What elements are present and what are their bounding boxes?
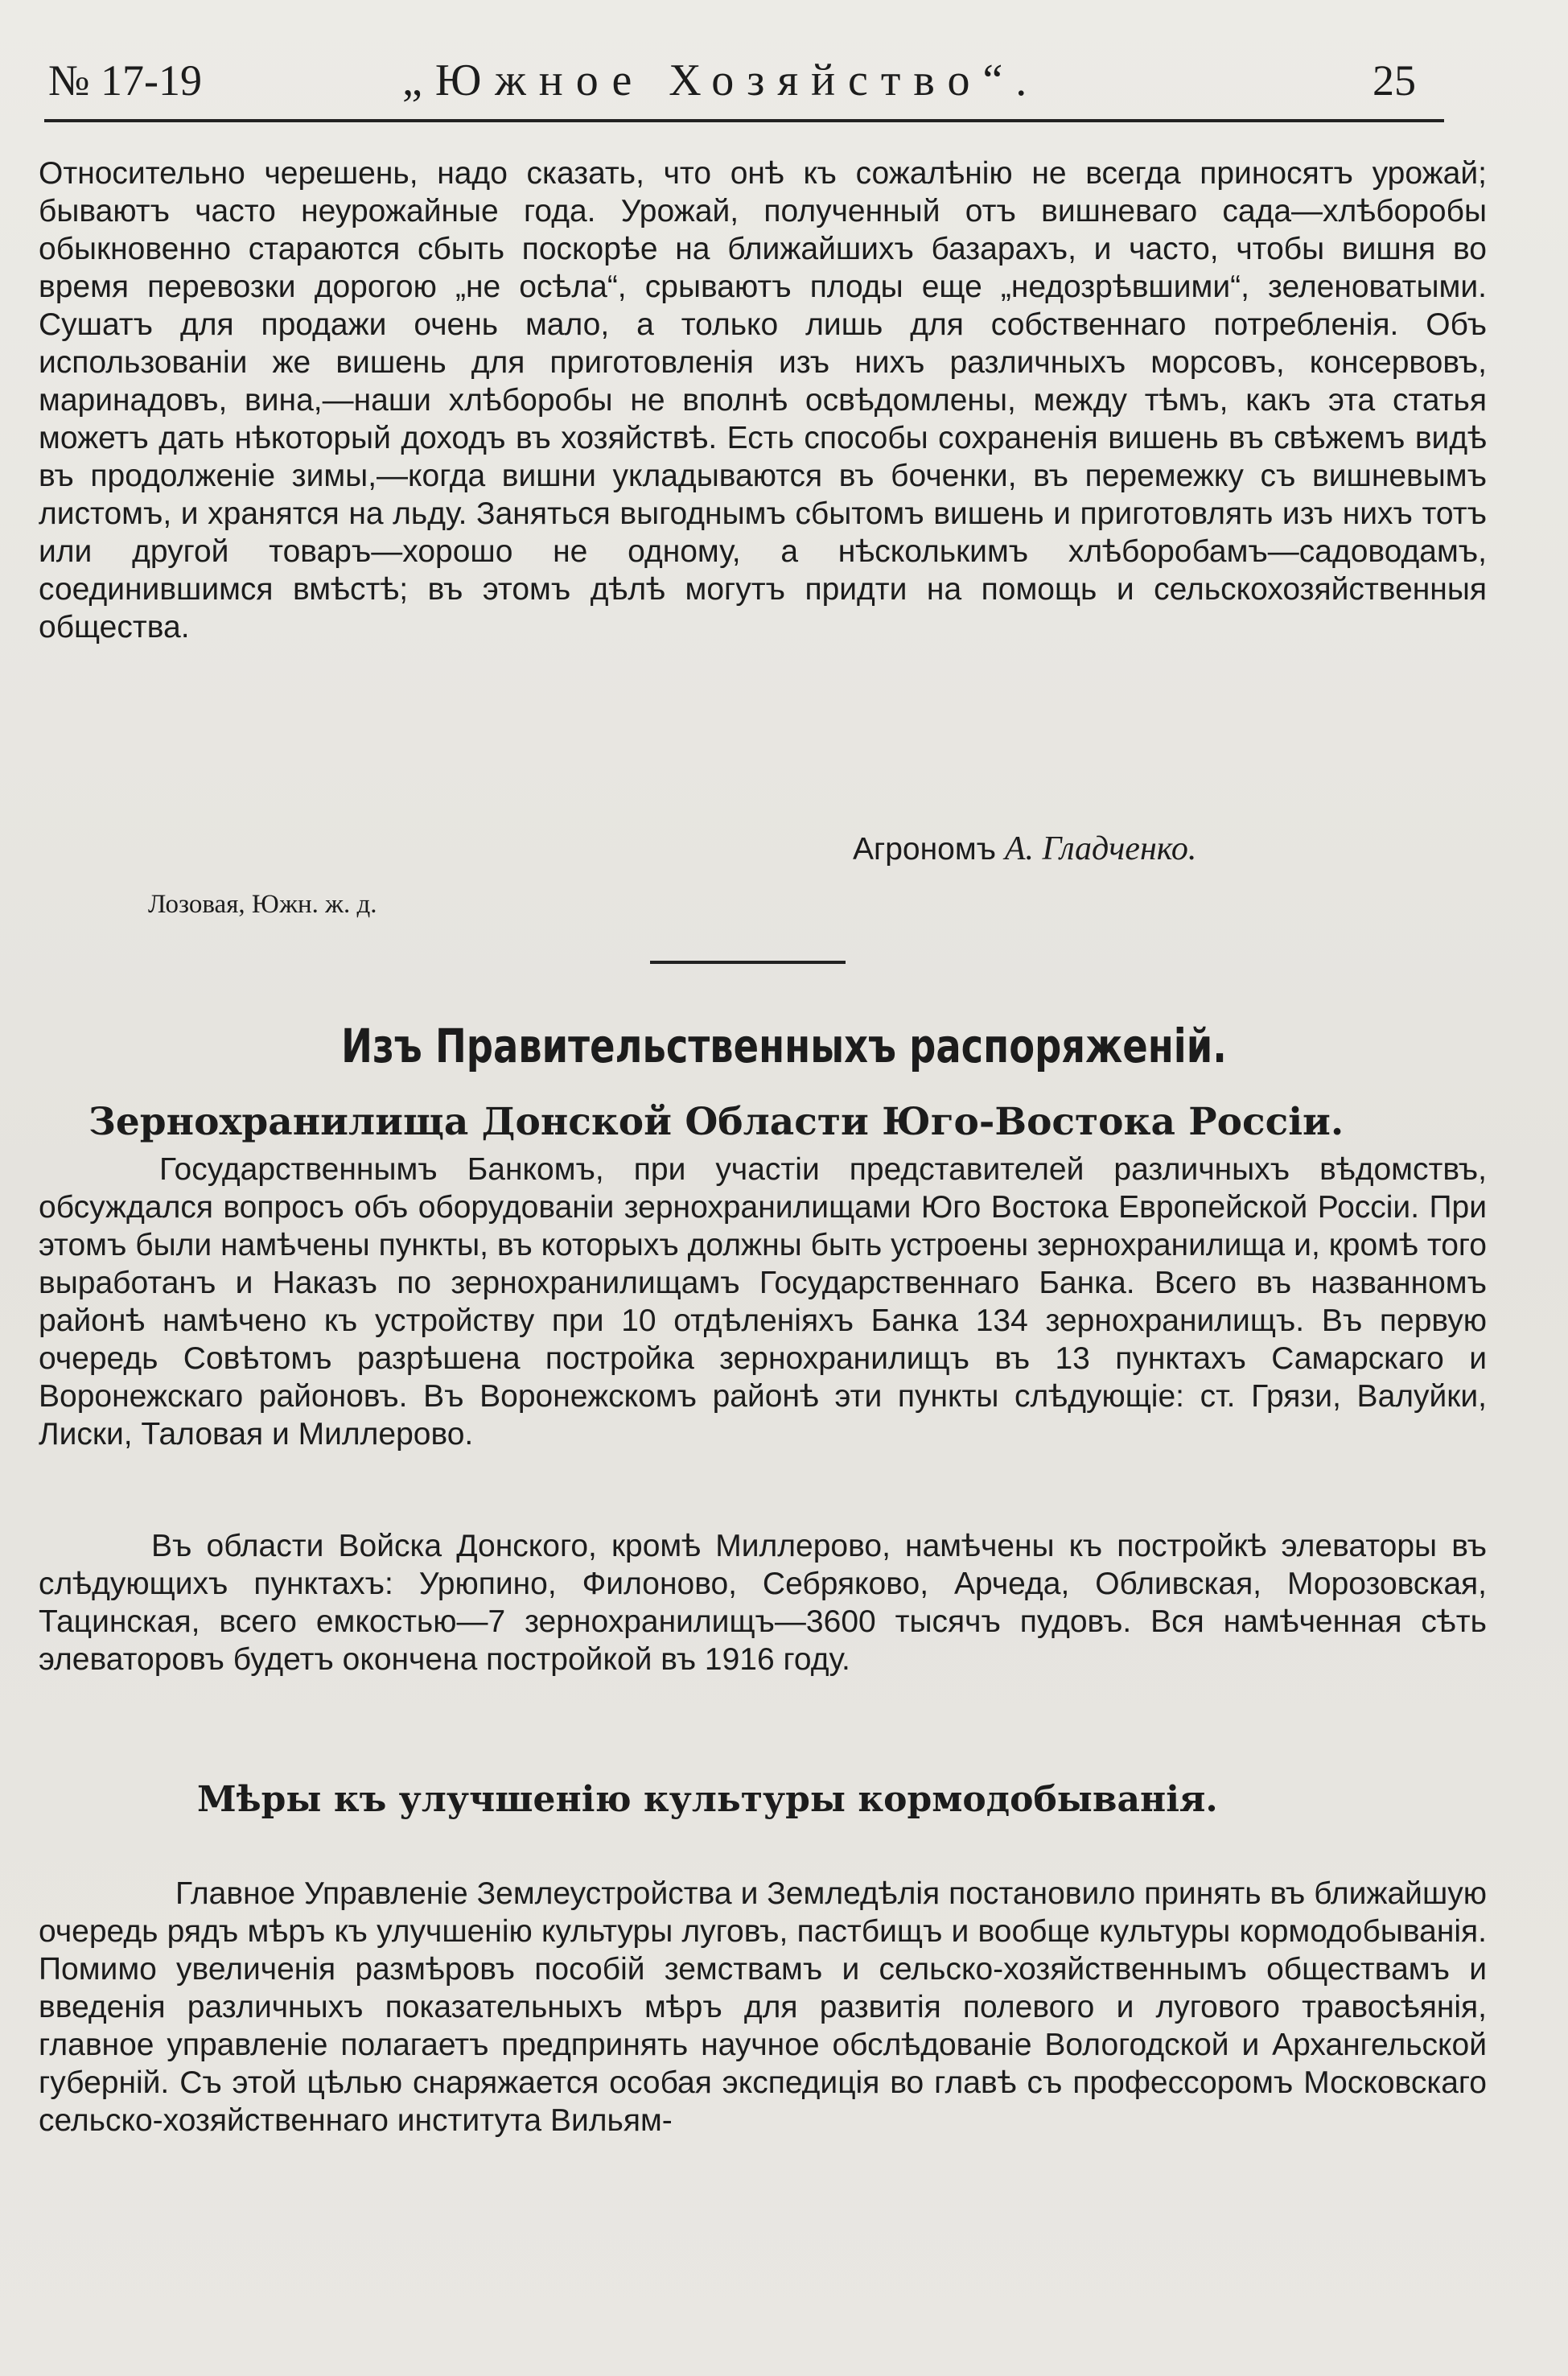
author-signature — [853, 829, 1196, 870]
header-rule — [44, 119, 1444, 122]
page-header — [48, 48, 1416, 113]
journal-title: „Южное Хозяйство“. — [402, 56, 1040, 105]
signature-name: А. Гладченко. — [1004, 830, 1197, 867]
signature-prefix: Агрономъ — [853, 832, 997, 867]
section-divider — [650, 961, 846, 964]
granaries-paragraph-1: Государственнымъ Банкомъ, при участіи представителей различныхъ вѣдомствъ, обсуждался вопросъ объ оборудованіи зернохранилищами Юго Востока Европейской Россіи. При этомъ были намѣчены пункты, въ которыхъ должны быть устроены зернохранилища и, кромѣ того выработанъ и Наказъ по зернохранилищамъ Государственнаго Банка. Всего въ названномъ районѣ намѣчено къ устройству при 10 отдѣленіяхъ Банка 134 зернохранилищъ. Въ первую очередь Совѣтомъ разрѣшена постройка зернохранилищъ въ 13 пунктахъ Самарскаго и Воронежскаго районовъ. Въ Воронежскомъ районѣ эти пункты слѣдующіе: ст. Грязи, Валуйки, Лиски, Таловая и Миллерово. — [39, 1152, 1487, 1452]
section-title: Изъ Правительственныхъ распоряженій. — [341, 1019, 1227, 1073]
article-cherries-body: Относительно черешень, надо сказать, что онѣ къ сожалѣнію не всегда приносятъ урожай; бываютъ часто неурожайные года. Урожай, полученный отъ вишневаго сада—хлѣборобы обыкновенно стараются сбыть поскорѣе на ближайшихъ базарахъ, и часто, чтобы вишня во время перевозки дорогою „не осѣла“, срываютъ плоды еще „недозрѣвшими“, зеленоватыми. Сушатъ для продажи очень мало, а только лишь для собственнаго потребленія. Объ использованіи же вишень для приготовленія изъ нихъ различныхъ морсовъ, консервовъ, маринадовъ, вина,—наши хлѣборобы не вполнѣ освѣдомлены, между тѣмъ, какъ эта статья можетъ дать нѣкоторый доходъ въ хозяйствѣ. Есть способы сохраненія вишень въ свѣжемъ видѣ въ продолженіе зимы,—когда вишни укладываются въ боченки, въ перемежку съ вишневымъ листомъ, и хранятся на льду. Заняться выгоднымъ сбытомъ вишень и приготовлять изъ нихъ тотъ или другой товаръ—хорошо не одному, а нѣсколькимъ хлѣборобамъ—садоводамъ, соединившимся вмѣстѣ; въ этомъ дѣлѣ могутъ придти на помощь и сельскохозяйственныя общества. — [39, 156, 1487, 644]
page-number: 25 — [1373, 56, 1416, 105]
granaries-paragraph-2: Въ области Войска Донского, кромѣ Миллерово, намѣчены къ постройкѣ элеваторы въ слѣдующихъ пунктахъ: Урюпино, Филоново, Себряково, Арчеда, Обливская, Морозовская, Тацинская, всего емкостью—7 зернохранилищъ—3600 тысячъ пудовъ. Вся намѣченная сѣть элеваторовъ будетъ окончена постройкой въ 1916 году. — [39, 1529, 1487, 1677]
author-location: Лозовая, Южн. ж. д. — [148, 890, 377, 919]
fodder-body: Главное Управленіе Землеустройства и Земледѣлія постановило принять въ ближайшую очередь рядъ мѣръ къ улучшенію культуры луговъ, пастбищъ и вообще культуры кормодобыванія. Помимо увеличенія размѣровъ пособій земствамъ и сельско-хозяйственнымъ обществамъ и введенія различныхъ показательныхъ мѣръ для развитія полевого и лугового травосѣянія, главное управленіе полагаетъ предпринять научное обслѣдованіе Вологодской и Архангельской губерній. Съ этой цѣлью снаряжается особая экспедиція во главѣ съ профессоромъ Московскаго сельско-хозяйственнаго института Вильям- — [39, 1876, 1487, 2138]
issue-number: № 17-19 — [48, 56, 203, 105]
fodder-title: Мѣры къ улучшенію культуры кормодобыванія. — [197, 1779, 1218, 1820]
granaries-title: Зернохранилища Донской Области Юго-Востока Россіи. — [88, 1100, 1344, 1144]
